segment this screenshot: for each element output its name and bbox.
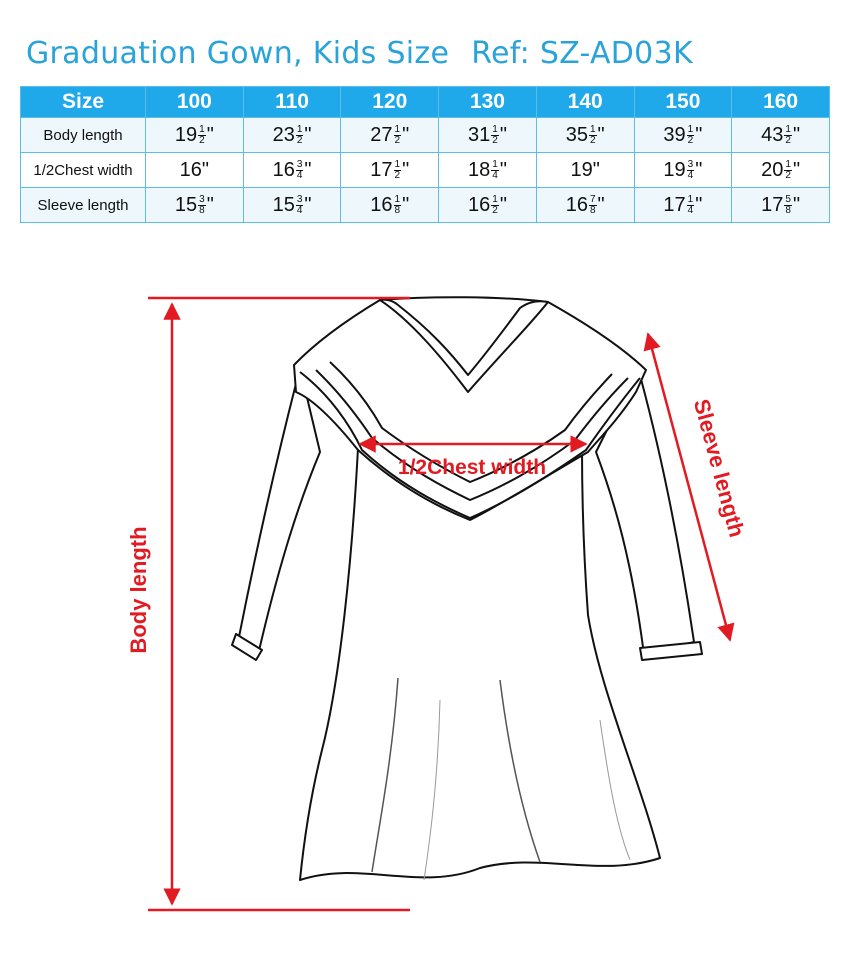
whole-number: 31 bbox=[468, 123, 491, 146]
inch-mark: " bbox=[402, 158, 410, 181]
row-label: Body length bbox=[21, 118, 146, 153]
fraction-denominator: 2 bbox=[785, 169, 791, 181]
fraction-denominator: 2 bbox=[492, 134, 498, 146]
inch-mark: " bbox=[695, 193, 703, 216]
fraction-numerator: 1 bbox=[589, 123, 596, 135]
fraction-denominator: 2 bbox=[785, 134, 791, 146]
whole-number: 19 bbox=[570, 158, 593, 181]
size-column-header: 100 bbox=[146, 87, 244, 118]
inch-mark: " bbox=[499, 193, 507, 216]
whole-number: 18 bbox=[468, 158, 491, 181]
fraction-denominator: 2 bbox=[589, 134, 596, 146]
gown-yoke bbox=[294, 297, 646, 520]
fraction-denominator: 8 bbox=[785, 204, 791, 216]
size-column-header: 160 bbox=[732, 87, 830, 118]
gown-outline bbox=[232, 297, 702, 880]
fraction-numerator: 1 bbox=[785, 123, 791, 135]
whole-number: 16 bbox=[179, 158, 202, 181]
whole-number: 43 bbox=[761, 123, 784, 146]
whole-number: 17 bbox=[370, 158, 393, 181]
whole-number: 15 bbox=[272, 193, 295, 216]
body-length-label: Body length bbox=[126, 526, 151, 654]
title-text: Graduation Gown, Kids Size bbox=[26, 36, 450, 71]
fraction-numerator: 1 bbox=[394, 123, 401, 135]
whole-number: 20 bbox=[761, 158, 784, 181]
fraction-numerator: 5 bbox=[785, 193, 791, 205]
fraction-denominator: 4 bbox=[687, 204, 694, 216]
whole-number: 16 bbox=[468, 193, 491, 216]
inch-mark: " bbox=[792, 123, 801, 146]
whole-number: 23 bbox=[272, 123, 295, 146]
whole-number: 16 bbox=[370, 193, 393, 216]
whole-number: 19 bbox=[663, 158, 686, 181]
fraction-numerator: 1 bbox=[492, 123, 498, 135]
fraction-numerator: 1 bbox=[492, 193, 498, 205]
fraction-denominator: 2 bbox=[492, 204, 498, 216]
fraction-numerator: 1 bbox=[199, 123, 205, 135]
fraction-denominator: 4 bbox=[296, 204, 303, 216]
inch-mark: " bbox=[304, 158, 312, 181]
fraction-denominator: 8 bbox=[199, 204, 205, 216]
fraction-denominator: 2 bbox=[394, 169, 401, 181]
size-column-header: 110 bbox=[243, 87, 341, 118]
size-column-header: 150 bbox=[634, 87, 732, 118]
inch-mark: " bbox=[792, 193, 801, 216]
size-header-cell: Size bbox=[21, 87, 146, 118]
inch-mark: " bbox=[592, 158, 600, 181]
ref-code: Ref: SZ-AD03K bbox=[471, 36, 693, 71]
whole-number: 16 bbox=[272, 158, 295, 181]
chest-width-label: 1/2Chest width bbox=[397, 456, 547, 479]
fraction-denominator: 2 bbox=[199, 134, 205, 146]
fraction-numerator: 3 bbox=[687, 158, 694, 170]
whole-number: 15 bbox=[174, 193, 198, 216]
inch-mark: " bbox=[695, 158, 703, 181]
whole-number: 27 bbox=[370, 123, 393, 146]
whole-number: 16 bbox=[565, 193, 588, 216]
fraction-denominator: 4 bbox=[687, 169, 694, 181]
whole-number: 35 bbox=[565, 123, 588, 146]
fraction-numerator: 1 bbox=[394, 193, 401, 205]
fraction-numerator: 3 bbox=[296, 158, 303, 170]
row-label: Sleeve length bbox=[21, 188, 146, 223]
fraction-numerator: 1 bbox=[687, 193, 694, 205]
inch-mark: " bbox=[695, 123, 703, 146]
whole-number: 19 bbox=[174, 123, 198, 146]
inch-mark: " bbox=[402, 123, 410, 146]
inch-mark: " bbox=[206, 193, 214, 216]
fraction-denominator: 2 bbox=[296, 134, 303, 146]
whole-number: 17 bbox=[761, 193, 784, 216]
sleeve-length-label: Sleeve length bbox=[688, 396, 750, 540]
row-label: 1/2Chest width bbox=[21, 153, 146, 188]
inch-mark: " bbox=[597, 193, 605, 216]
size-column-header: 140 bbox=[536, 87, 634, 118]
fraction-numerator: 1 bbox=[296, 123, 303, 135]
fraction-numerator: 7 bbox=[589, 193, 596, 205]
fraction-denominator: 4 bbox=[296, 169, 303, 181]
fraction-numerator: 1 bbox=[687, 123, 694, 135]
size-column-header: 130 bbox=[439, 87, 537, 118]
fraction-denominator: 2 bbox=[394, 134, 401, 146]
fraction-denominator: 4 bbox=[492, 169, 498, 181]
fraction-denominator: 8 bbox=[394, 204, 401, 216]
whole-number: 39 bbox=[663, 123, 686, 146]
fraction-numerator: 1 bbox=[394, 158, 401, 170]
fraction-numerator: 1 bbox=[785, 158, 791, 170]
inch-mark: " bbox=[499, 123, 507, 146]
inch-mark: " bbox=[792, 158, 801, 181]
fraction-numerator: 3 bbox=[199, 193, 205, 205]
inch-mark: " bbox=[597, 123, 605, 146]
inch-mark: " bbox=[304, 123, 312, 146]
inch-mark: " bbox=[402, 193, 410, 216]
left-sleeve bbox=[238, 368, 320, 655]
size-column-header: 120 bbox=[341, 87, 439, 118]
inch-mark: " bbox=[499, 158, 507, 181]
inch-mark: " bbox=[206, 123, 214, 146]
fraction-denominator: 8 bbox=[589, 204, 596, 216]
inch-mark: " bbox=[201, 158, 210, 181]
whole-number: 17 bbox=[663, 193, 686, 216]
fraction-numerator: 3 bbox=[296, 193, 303, 205]
fraction-numerator: 1 bbox=[492, 158, 498, 170]
inch-mark: " bbox=[304, 193, 312, 216]
fraction-denominator: 2 bbox=[687, 134, 694, 146]
